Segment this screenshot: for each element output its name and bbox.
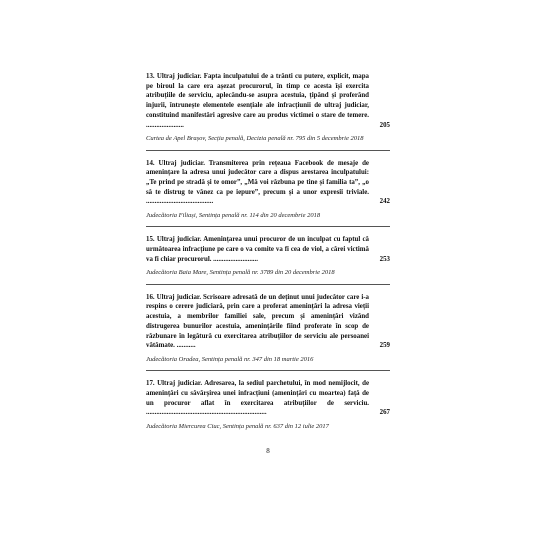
divider <box>146 150 390 151</box>
divider <box>146 370 390 371</box>
page-number: 8 <box>266 447 270 455</box>
toc-entry-page-number[interactable]: 253 <box>379 255 390 263</box>
toc-entry-row <box>146 159 390 208</box>
toc-entry-summary: 15. Ultraj judiciar. Amenințarea unui procuror de un inculpat cu faptul că următoarea infracțiune pe care o va comite va fi cea de viol, a cărei victimă va fi chiar procurorul. .......................... <box>146 236 369 263</box>
toc-entry-summary: 13. Ultraj judiciar. Fapta inculpatului de a trânti cu putere, explicit, mapa pe biroul la care era așezat procurorul, în timp ce acesta își exercita atribuțiile de serviciu, aplecându-se asupra acestuia, țipând și proferând injurii, întrunește elementele esențiale ale infracțiunii de ultraj judiciar, constituind manifestări agresive care au produs victimei o stare de temere. ...................... <box>146 73 369 129</box>
toc-entry-page-number[interactable]: 259 <box>379 342 390 350</box>
toc-entry-row <box>146 235 390 264</box>
toc-entry-summary: 14. Ultraj judiciar. Transmiterea prin rețeaua Facebook de mesaje de amenințare la adresa unui judecător care a dispus arestarea inculpatului: „Te prind pe stradă și te omor”, „Mă voi răzbuna pe tine și familia ta”, „o să te distrug te vânez ca pe iepure”, precum și a unor expresii triviale. ....................................... <box>146 159 369 206</box>
toc-entry <box>146 159 390 228</box>
toc-entry-source: Judecătoria Oradea, Sentința penală nr. 347 din 18 martie 2016 <box>146 355 314 363</box>
toc-entry-source: Judecătoria Miercurea Ciuc, Sentința penală nr. 637 din 12 iulie 2017 <box>146 423 329 431</box>
toc-entry-source: Curtea de Apel Brașov, Secția penală, Decizia penală nr. 795 din 5 decembrie 2018 <box>146 135 364 143</box>
toc-entry-page-number[interactable]: 242 <box>379 198 390 206</box>
toc-entry-page-number[interactable]: 267 <box>379 409 390 417</box>
toc-entry <box>146 72 390 151</box>
toc-entry <box>146 379 390 431</box>
toc-entry-row <box>146 72 390 130</box>
toc-entry-summary: 16. Ultraj judiciar. Scrisoare adresată de un deținut unui judecător care i-a respins o cerere judiciară, prin care a proferat amenințări la adresa vieții acestuia, a membrilor familiei sale, precum și amenințări vizând distrugerea bunurilor acestuia, amenințările fiind proferate în scop de răzbunare în legătură cu exercitarea atribuțiilor de serviciu ale persoanei vătămate. ........... <box>146 293 369 350</box>
toc-entry-source: Judecătoria Baia Mare, Sentința penală nr. 3789 din 20 decembrie 2018 <box>146 269 335 277</box>
toc-entry <box>146 293 390 372</box>
toc-entry-row <box>146 293 390 351</box>
divider <box>146 226 390 227</box>
table-of-contents <box>146 72 390 431</box>
divider <box>146 284 390 285</box>
toc-entry-page-number[interactable]: 205 <box>379 121 390 129</box>
toc-entry-summary: 17. Ultraj judiciar. Adresarea, la sediul parchetului, în mod nemijlocit, de amenințări cu săvârșirea unei infracțiuni (amenințări cu moartea) față de un procuror aflat în exercitarea atribuțiilor de serviciu. ...................................................................... <box>146 380 369 417</box>
toc-entry-source: Judecătoria Filiași, Sentința penală nr. 114 din 20 decembrie 2018 <box>146 212 321 220</box>
toc-entry <box>146 235 390 284</box>
toc-entry-row <box>146 379 390 418</box>
